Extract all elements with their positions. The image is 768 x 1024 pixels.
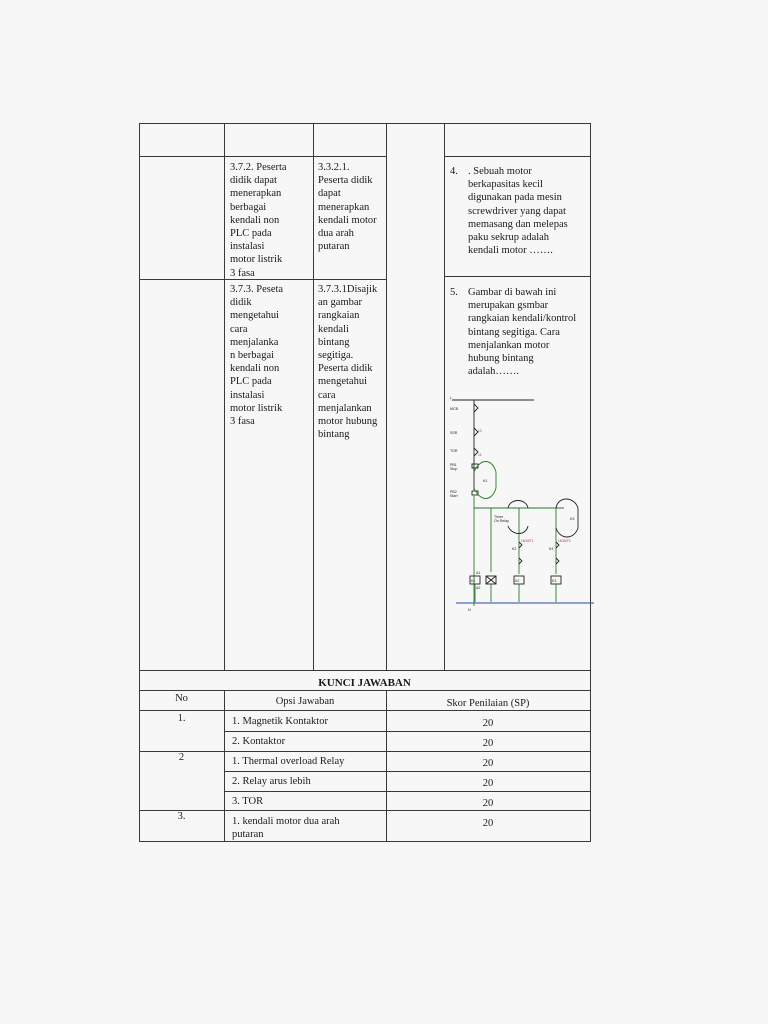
diagram-label-coil-k2: K2 xyxy=(515,579,520,583)
diagram-label-coil-k3: K3 xyxy=(552,579,557,583)
table-border-top xyxy=(139,123,590,124)
row-skor: 20 xyxy=(482,818,494,829)
competency-3-7-3: 3.7.3. Peseta didik mengetahui cara menjalanka n berbagai kendali non PLC pada instalasi motor listrik 3 fasa xyxy=(230,284,284,428)
diagram-label-k2-contact: K2 xyxy=(512,547,517,551)
table-col-divider xyxy=(386,123,387,671)
row-opsi: 1. Magnetik Kontaktor xyxy=(232,716,328,727)
diagram-label-pb1: PB1 xyxy=(450,463,457,467)
row-opsi: 1. Thermal overload Relay xyxy=(232,756,345,767)
table-row-divider xyxy=(139,670,590,671)
diagram-label-t1: 15/16/T1 xyxy=(521,539,534,543)
diagram-label-t2: 15/16/T2 xyxy=(558,539,571,543)
diagram-label-n: N xyxy=(468,608,471,612)
answer-key-title: KUNCI JAWABAN xyxy=(318,677,411,689)
diagram-label-ssr: SSR xyxy=(450,431,458,435)
indicator-3-7-3-1: 3.7.3.1Disajik an gambar rangkaian kendali bintang segitiga. Peserta didik mengetahui cara menjalankan motor hubung bintang xyxy=(318,284,378,441)
row-opsi: 1. kendali motor dua arah putaran xyxy=(232,816,340,841)
answer-key-line xyxy=(224,731,590,732)
answer-key-vline xyxy=(224,690,225,842)
table-col-divider xyxy=(313,123,314,671)
answer-key-line xyxy=(224,791,590,792)
row-no: 2 xyxy=(178,752,185,763)
star-delta-circuit-diagram xyxy=(446,392,596,612)
diagram-label-k1: K1 xyxy=(483,479,488,483)
row-skor: 20 xyxy=(482,758,494,769)
row-skor: 20 xyxy=(482,718,494,729)
diagram-label-pb2-sub: Start xyxy=(450,494,458,498)
answer-key-line xyxy=(224,771,590,772)
row-no: 3. xyxy=(177,811,186,822)
diagram-label-a2: A2 xyxy=(476,586,481,590)
diagram-label-contact-14: 14 xyxy=(478,453,482,457)
diagram-label-k3-top: K3 xyxy=(570,517,575,521)
table-col-divider xyxy=(444,123,445,671)
diagram-label-pb2: PB2 xyxy=(450,490,457,494)
diagram-label-tor: TOR xyxy=(450,449,458,453)
table-col-divider xyxy=(224,123,225,671)
row-opsi: 2. Kontaktor xyxy=(232,736,286,747)
diagram-label-a1: A1 xyxy=(476,571,481,575)
answer-key-vline xyxy=(590,670,591,842)
diagram-label-contact-13: 13 xyxy=(478,429,482,433)
row-opsi: 2. Relay arus lebih xyxy=(232,776,311,787)
table-row-divider xyxy=(444,276,590,277)
diagram-label-timer: Timer xyxy=(494,515,504,519)
diagram-label-l: L xyxy=(450,396,452,400)
diagram-label-mcb: MCB xyxy=(450,407,458,411)
header-no: No xyxy=(175,693,188,704)
header-skor: Skor Penilaian (SP) xyxy=(446,698,530,709)
diagram-label-relay: On Relay xyxy=(494,519,509,523)
question-5-number: 5. xyxy=(450,287,458,298)
table-col-divider xyxy=(139,123,140,671)
question-5-text: Gambar di bawah ini merupakan gsmbar rangkaian kendali/kontrol bintang segitiga. Cara menjalankan motor hubung bintang adalah……. xyxy=(468,287,577,378)
diagram-label-coil-k1: K1 xyxy=(471,579,476,583)
question-4-text: . Sebuah motor berkapasitas kecil digunakan pada mesin screwdriver yang dapat memasang dan melepas paku sekrup adalah kendali motor ……. xyxy=(468,166,568,257)
row-skor: 20 xyxy=(482,798,494,809)
indicator-3-3-2-1: 3.3.2.1. Peserta didik dapat menerapkan kendali motor dua arah putaran xyxy=(318,162,377,253)
competency-3-7-2: 3.7.2. Peserta didik dapat menerapkan berbagai kendali non PLC pada instalasi motor listrik 3 fasa xyxy=(230,162,287,279)
question-4-number: 4. xyxy=(450,166,458,177)
row-opsi: 3. TOR xyxy=(232,796,264,807)
row-no: 1. xyxy=(177,713,186,724)
table-row-divider xyxy=(139,156,386,157)
row-skor: 20 xyxy=(482,738,494,749)
row-skor: 20 xyxy=(482,778,494,789)
diagram-label-pb1-sub: Stop xyxy=(450,467,458,471)
diagram-label-k3-contact: K3 xyxy=(549,547,554,551)
header-opsi: Opsi Jawaban xyxy=(275,696,335,707)
table-row-divider xyxy=(444,156,590,157)
